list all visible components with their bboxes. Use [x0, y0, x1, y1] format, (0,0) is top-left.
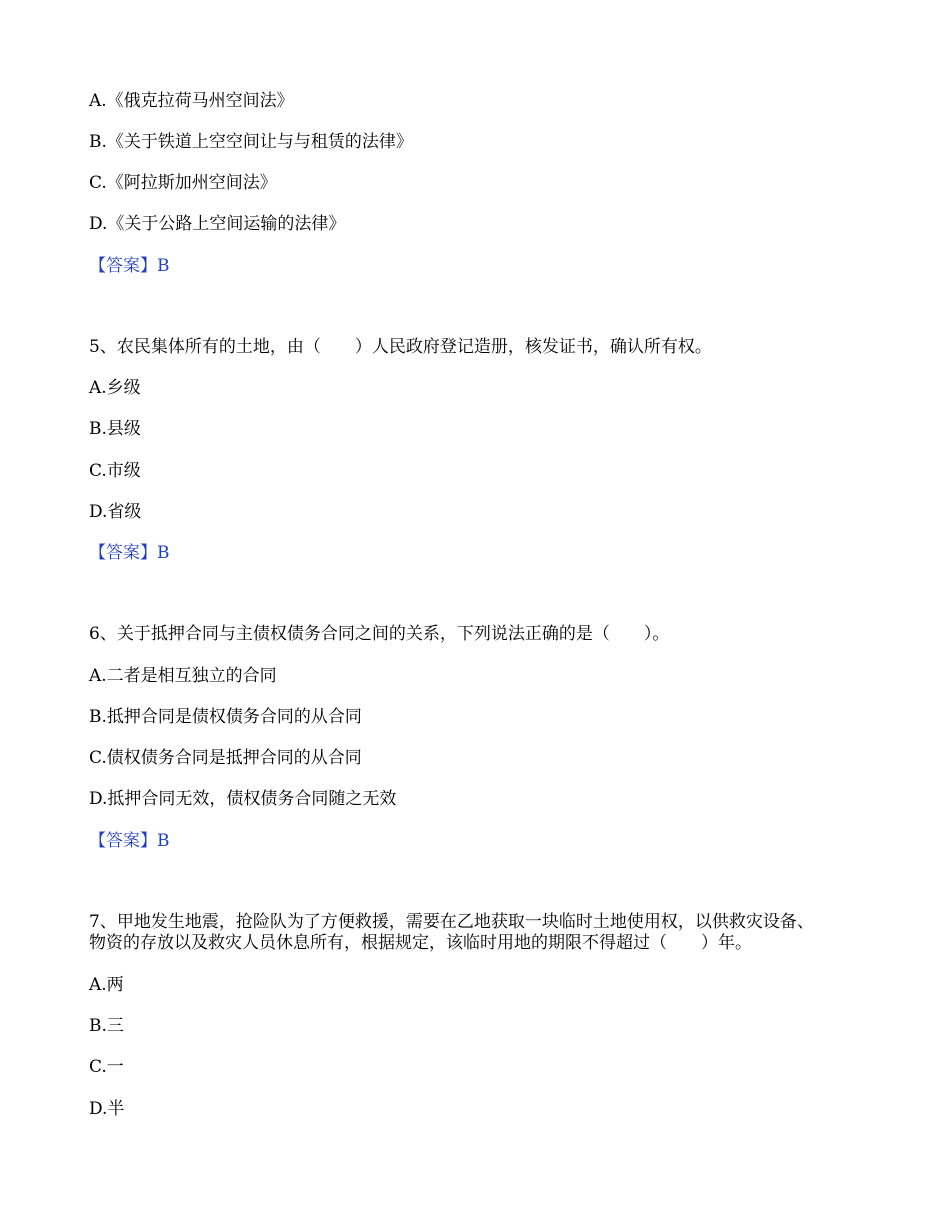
option-d: D.《关于公路上空间运输的法律》	[89, 214, 346, 234]
option-d: D.半	[89, 1099, 125, 1119]
option-c: C.一	[89, 1057, 124, 1077]
answer-label: 【答案】B	[89, 543, 170, 563]
question-text-line-2: 物资的存放以及救灾人员休息所有，根据规定，该临时用地的期限不得超过（ ）年。	[89, 933, 752, 953]
question-text-line-1: 7、甲地发生地震，抢险队为了方便救援，需要在乙地获取一块临时土地使用权，以供救灾设备、	[89, 912, 814, 932]
option-b: B.《关于铁道上空空间让与与租赁的法律》	[89, 132, 413, 152]
question-text: 6、关于抵押合同与主债权债务合同之间的关系，下列说法正确的是（ ）。	[89, 624, 670, 644]
answer-label: 【答案】B	[89, 831, 170, 851]
option-b: B.县级	[89, 419, 141, 439]
option-a: A.《俄克拉荷马州空间法》	[89, 91, 294, 111]
option-d: D.抵押合同无效，债权债务合同随之无效	[89, 789, 397, 809]
option-b: B.三	[89, 1016, 124, 1036]
option-d: D.省级	[89, 502, 142, 522]
option-c: C.债权债务合同是抵押合同的从合同	[89, 748, 362, 768]
option-a: A.乡级	[89, 378, 141, 398]
question-text: 5、农民集体所有的土地，由（ ）人民政府登记造册，核发证书，确认所有权。	[89, 337, 712, 357]
option-a: A.两	[89, 975, 124, 995]
answer-label: 【答案】B	[89, 256, 170, 276]
option-c: C.《阿拉斯加州空间法》	[89, 173, 277, 193]
option-c: C.市级	[89, 461, 141, 481]
option-b: B.抵押合同是债权债务合同的从合同	[89, 707, 362, 727]
option-a: A.二者是相互独立的合同	[89, 666, 277, 686]
